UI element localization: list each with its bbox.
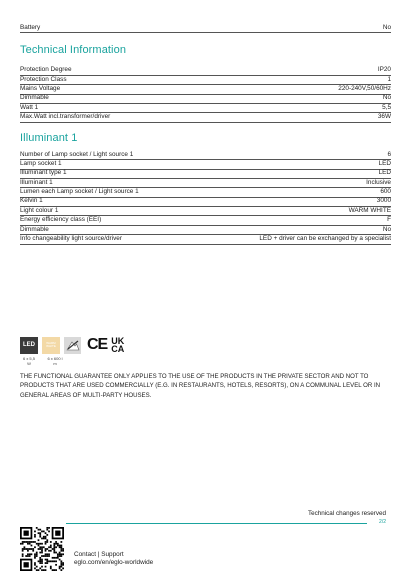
warm-white-line1: WARM: [46, 340, 56, 345]
technical-information-heading: Technical Information: [20, 44, 127, 57]
spec-value: 1: [387, 75, 391, 83]
illuminant-row: [20, 170, 391, 179]
not-dimmable-icon: [64, 337, 81, 354]
contact-info: [74, 551, 153, 568]
spec-label: Light colour 1: [20, 206, 59, 214]
warm-white-line2: WHITE: [46, 344, 56, 348]
technical-row: [20, 104, 391, 113]
spec-value: IP20: [377, 66, 391, 74]
ww-caption-1: 6 x 600 l: [47, 356, 63, 361]
illuminant-row: [20, 160, 391, 169]
spec-value: LED: [378, 159, 391, 167]
qr-code-icon[interactable]: [20, 527, 64, 571]
ce-mark-icon: CE: [87, 336, 108, 353]
illuminant-table: [20, 151, 391, 245]
illuminant-row: [20, 216, 391, 225]
illuminant-row: [20, 198, 391, 207]
spec-label: Mains Voltage: [20, 84, 61, 92]
illuminant-row: [20, 226, 391, 235]
spec-label: Illuminant 1: [20, 178, 53, 186]
spec-label: Info changeability light source/driver: [20, 235, 122, 243]
warm-white-icon: [42, 337, 60, 354]
spec-label: Illuminant type 1: [20, 169, 67, 177]
spec-label: Battery: [20, 23, 41, 31]
contact-support-label: Contact | Support: [74, 551, 124, 558]
functional-guarantee-notice: THE FUNCTIONAL GUARANTEE ONLY APPLIES TO THE USE OF THE PRODUCTS IN THE PRIVATE SECTOR AND NOT TO PRODUCTS THAT ARE USED COMMERCIALLY (E.G. IN RESTAURANTS, HOTELS, RESORTS), ON A COMMUNAL LEVEL OR IN GENERAL AREAS OF MULTI-PARTY HOUSES.: [20, 373, 381, 399]
led-caption-1: 6 x 5,5: [22, 356, 35, 361]
spec-value: 600: [380, 188, 391, 196]
spec-label: Max.Watt incl.transformer/driver: [20, 113, 111, 121]
spec-value: No: [382, 225, 391, 233]
ukca-mark-icon: [111, 337, 124, 353]
spec-value: No: [382, 23, 391, 31]
technical-changes-note: Technical changes reserved: [307, 510, 386, 517]
technical-information-table: [20, 66, 391, 122]
spec-value: Inclusive: [366, 178, 391, 186]
illuminant-row: [20, 207, 391, 216]
spec-label: Dimmable: [20, 225, 49, 233]
spec-value: 5,5: [382, 103, 391, 111]
technical-row: [20, 66, 391, 75]
contact-url-link[interactable]: eglo.com/en/eglo-worldwide: [74, 559, 154, 567]
spec-label: Energy efficiency class (EEI): [20, 216, 102, 224]
warm-white-caption: [40, 356, 70, 366]
spec-label: Kelvin 1: [20, 197, 43, 205]
ukca-line2: CA: [111, 344, 125, 354]
illuminant-row: [20, 151, 391, 160]
spec-row-battery: [20, 24, 391, 33]
spec-value: 3000: [376, 197, 391, 205]
led-icon: [20, 337, 38, 354]
illuminant-heading: Illuminant 1: [20, 131, 78, 144]
spec-label: Dimmable: [20, 94, 49, 102]
technical-row: [20, 113, 391, 122]
illuminant-row: [20, 179, 391, 188]
led-caption-2: W: [27, 361, 31, 366]
spec-label: Watt 1: [20, 103, 39, 111]
illuminant-row: [20, 188, 391, 197]
technical-row: [20, 76, 391, 85]
spec-value: LED + driver can be exchanged by a specialist: [259, 235, 391, 243]
spec-label: Lumen each Lamp socket / Light source 1: [20, 188, 139, 196]
illuminant-row: [20, 235, 391, 244]
led-icon-label: LED: [23, 342, 35, 348]
spec-value: 6: [387, 150, 391, 158]
spec-label: Protection Degree: [20, 66, 72, 74]
ww-caption-2: m: [53, 361, 57, 366]
spec-label: Lamp socket 1: [20, 159, 62, 167]
spec-label: Number of Lamp socket / Light source 1: [20, 150, 134, 158]
spec-value: 36W: [377, 113, 391, 121]
spec-value: No: [382, 94, 391, 102]
spec-value: 220-240V,50/60Hz: [338, 84, 391, 92]
technical-row: [20, 85, 391, 94]
spec-value: WARM WHITE: [348, 206, 391, 214]
not-dimmable-svg: [66, 339, 80, 351]
technical-row: [20, 95, 391, 104]
footer-divider: [66, 523, 367, 524]
spec-sheet: [20, 24, 391, 245]
ukca-line1: UK: [111, 336, 125, 346]
spec-value: F: [387, 216, 391, 224]
spec-label: Protection Class: [20, 75, 67, 83]
spec-value: LED: [378, 169, 391, 177]
led-caption: [20, 356, 38, 366]
page-number: 2/2: [379, 519, 386, 525]
